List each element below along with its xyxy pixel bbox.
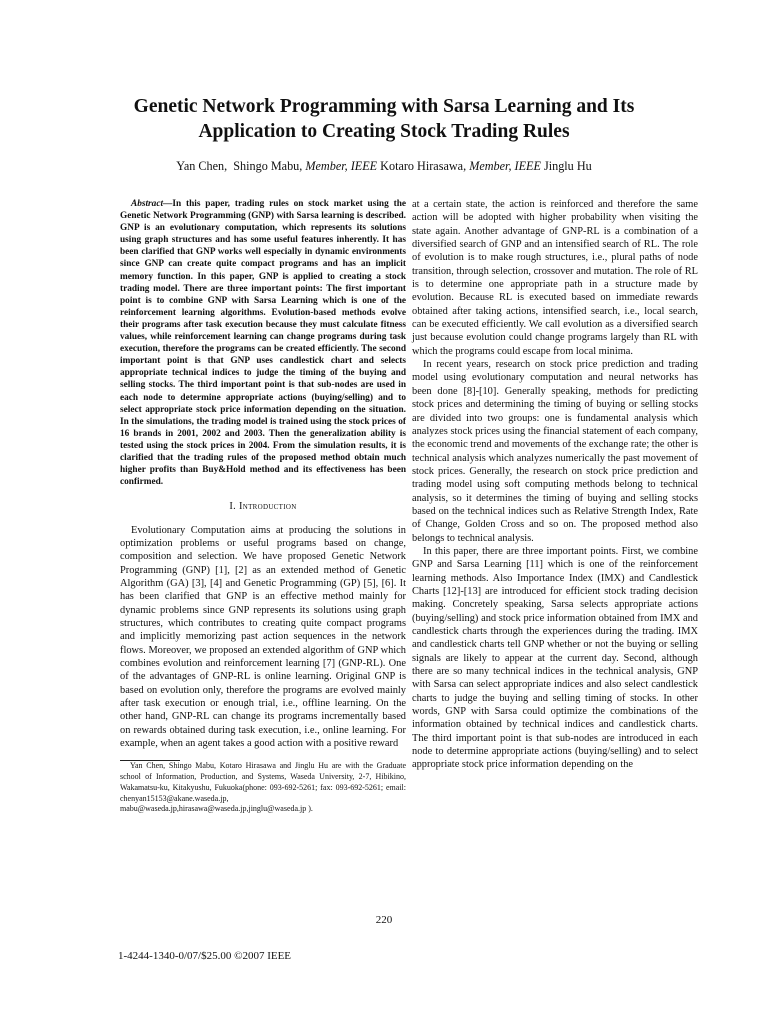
paper-title (90, 94, 678, 144)
author-3-role: Member, IEEE (469, 159, 541, 173)
intro-paragraph-1-continuation (412, 198, 698, 358)
title-line-2: Application to Creating Stock Trading Rules (198, 121, 570, 142)
author-3: Kotaro Hirasawa, (380, 159, 467, 173)
intro-paragraph-1-text: Evolutionary Computation aims at producing the solutions in optimization problems or useful programs based on change, composition and selection. We have proposed Genetic Network Programming (GNP) [1], [2] as an extended method of Genetic Algorithm (GA) [3], [4] and Genetic Programming (GP) [5], [6]. It has been clarified that GNP is an effective method mainly for dynamic problems since GNP represents its solutions using graph structures, which contributes to creating quite compact programs and implicitly memorizing past action sequences in the network flows. Moreover, we proposed an extended algorithm of GNP which combines evolution and reinforcement learning [7] (GNP-RL). One of the advantages of GNP-RL is online learning. Original GNP is based on evolution only, therefore the programs are evolved mainly after task execution or enough trial, i.e., offline learning. On the other hand, GNP-RL can change its programs incrementally based on rewards obtained during task execution, i.e., online learning. For example, when an agent takes a good action with a positive reward (120, 524, 406, 750)
author-list (80, 158, 688, 174)
author-1: Yan Chen, (176, 159, 228, 173)
intro-paragraph-1-cont-text: at a certain state, the action is reinforced and therefore the same action will be adopted with higher probability when visiting the state again. Another advantage of GNP-RL is a combination of a diversified search of GNP and an intensified search of RL. The role of evolution is to make rough structures, i.e., plural paths of node transition, through selection, crossover and mutation. The role of RL is to determine one appropriate path in a structure made by evolution. Because RL is executed based on immediate rewards obtained after taking actions, intensified search, i.e., local search, can be executed efficiently. We call evolution as a diversified search just because evolution could change programs largely than RL with which the programs could escape from local minima. (412, 199, 698, 357)
author-2: Shingo Mabu, (233, 159, 303, 173)
title-line-1: Genetic Network Programming with Sarsa Learning and Its (133, 96, 635, 117)
intro-paragraph-3: In this paper, there are three important points. First, we combine GNP and Sarsa Learning [11] which is one of the reinforcement learning methods. Also Importance Index (IMX) and Candlestick Charts [12]-[13] are introduced for efficient stock trading decision making. Concretely speaking, Sarsa selects appropriate actions (buying/selling) and stock price information obtained from IMX and candlestick charts through the experiences during the trading. IMX and candlestick charts tell GNP whether or not the buying or selling signals are likely to appear at the current day. Second, although there are so many technical indices in the technical analysis, GNP with Sarsa can select appropriate indices and also select candlestick charts to judge the buying and selling timing of stocks. In other words, GNP with Sarsa could optimize the combinations of the information obtained by technical indices and candlestick charts. The third important point is that sub-nodes are introduced in each node to determine appropriate actions (buying/selling) and to select appropriate stock price information depending on the (412, 545, 698, 771)
abstract-label: Abstract (131, 199, 164, 209)
abstract-text: In this paper, trading rules on stock market using the Genetic Network Programming (GNP) with Sarsa learning is described. GNP is an evolutionary computation, which represents its solutions using graph structures and has some useful features inherently. It has been clarified that GNP works well especially in dynamic environments since GNP can create quite compact programs and has an implicit memory function. In this paper, GNP is applied to creating a stock trading model. There are three important points: The first important point is to combine GNP with Sarsa Learning which is one of the reinforcement learning algorithms. Evolution-based methods evolve their programs after task execution because they must calculate fitness values, while reinforcement learning can change programs during task execution, therefore the programs can be created efficiently. The second important point is that GNP uses candlestick chart and selects appropriate technical indices to judge the timing of the buying and selling stocks. The third important point is that sub-nodes are used in each node to determine appropriate actions (buying/selling) and to select appropriate stock price information depending on the situation. In the simulations, the trading model is trained using the stock prices of 16 brands in 2001, 2002 and 2003. Then the generalization ability is tested using the stock prices in 2004. From the simulation results, it is clarified that the trading rules of the proposed method obtain much higher profits than Buy&Hold method and its effectiveness has been confirmed. (120, 199, 406, 488)
author-4: Jinglu Hu (543, 159, 592, 173)
author-2-role: Member, IEEE (305, 159, 378, 173)
intro-paragraph-2: In recent years, research on stock price prediction and trading model using evolutionary computation and neural networks has been done [8]-[10]. Generally speaking, methods for predicting stock prices and determining the timing of buying or selling stocks are divided into two groups: one is fundamental analysis which analyzes stock prices using the financial statement of each company, the economic trend and movements of the exchange rate; the other is technical analysis which analyzes numerically the past movement of stock prices. Generally, the research on stock price prediction and trading model using soft computing methods belong to technical analysis, so it determines the timing of buying and selling stocks based on the technical indices such as Relative Strength Index, Rate of Change, Golden Cross and so on. The proposed method also belongs to technical analysis. (412, 359, 698, 544)
author-footnote: Yan Chen, Shingo Mabu, Kotaro Hirasawa and Jinglu Hu are with the Graduate school of Information, Production, and Systems, Waseda University, 2-7, Hibikino, Wakamatsu-ku, Kitakyushu, Fukuoka(phone: 093-692-5261; fax: 093-692-5261; email: chenyan15153@akane.waseda.jp, mabu@waseda.jp,hirasawa@waseda.jp,jinglu@waseda.jp ). (120, 761, 406, 814)
page-number: 220 (375, 914, 393, 926)
left-column (120, 198, 406, 815)
intro-paragraph-1-part-a (120, 524, 406, 751)
abstract-dash: — (163, 199, 173, 209)
abstract (120, 198, 406, 488)
copyright-line: 1-4244-1340-0/07/$25.00 ©2007 IEEE (118, 950, 292, 962)
section-heading-introduction: I. Introduction (229, 501, 297, 513)
right-column (412, 198, 698, 772)
